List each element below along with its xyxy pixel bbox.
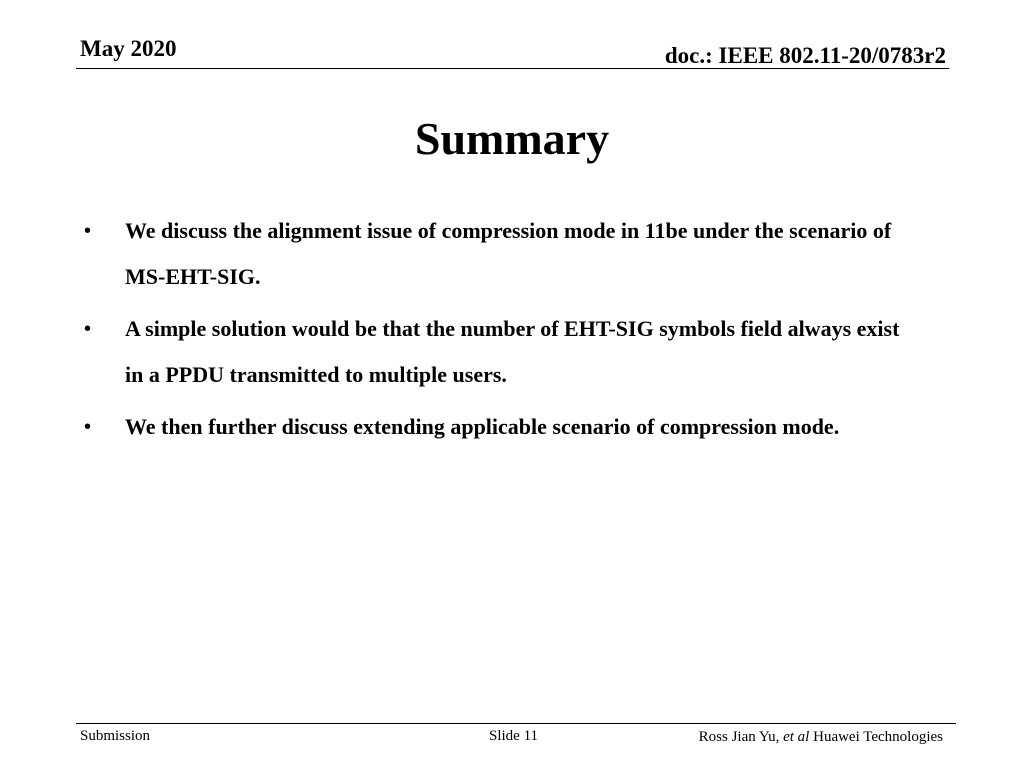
footer-divider	[76, 723, 956, 724]
footer-organization: Huawei Technologies	[809, 729, 943, 745]
footer-submission: Submission	[80, 728, 151, 744]
bullet-item	[78, 306, 918, 398]
footer-author-name: Ross Jian Yu,	[698, 729, 784, 745]
header-date: May 2020	[80, 36, 177, 61]
bullet-icon: •	[84, 318, 92, 340]
bullet-list	[78, 208, 918, 456]
bullet-text: We then further discuss extending applicable scenario of compression mode.	[125, 414, 840, 439]
bullet-item	[78, 208, 918, 300]
footer-author-etal: et al	[783, 729, 810, 745]
bullet-icon: •	[84, 416, 92, 438]
footer-slide-number: Slide 11	[489, 728, 539, 744]
bullet-icon: •	[84, 220, 92, 242]
header-divider	[76, 68, 949, 69]
slide-title: Summary	[414, 113, 610, 164]
bullet-text: A simple solution would be that the number of EHT-SIG symbols field always exist in a PPDU transmitted to multiple users.	[125, 316, 900, 387]
footer-author	[699, 729, 943, 746]
header-doc-id: doc.: IEEE 802.11-20/0783r2	[664, 43, 946, 68]
bullet-item	[78, 404, 918, 450]
bullet-text: We discuss the alignment issue of compression mode in 11be under the scenario of MS-EHT-SIG.	[125, 218, 892, 289]
